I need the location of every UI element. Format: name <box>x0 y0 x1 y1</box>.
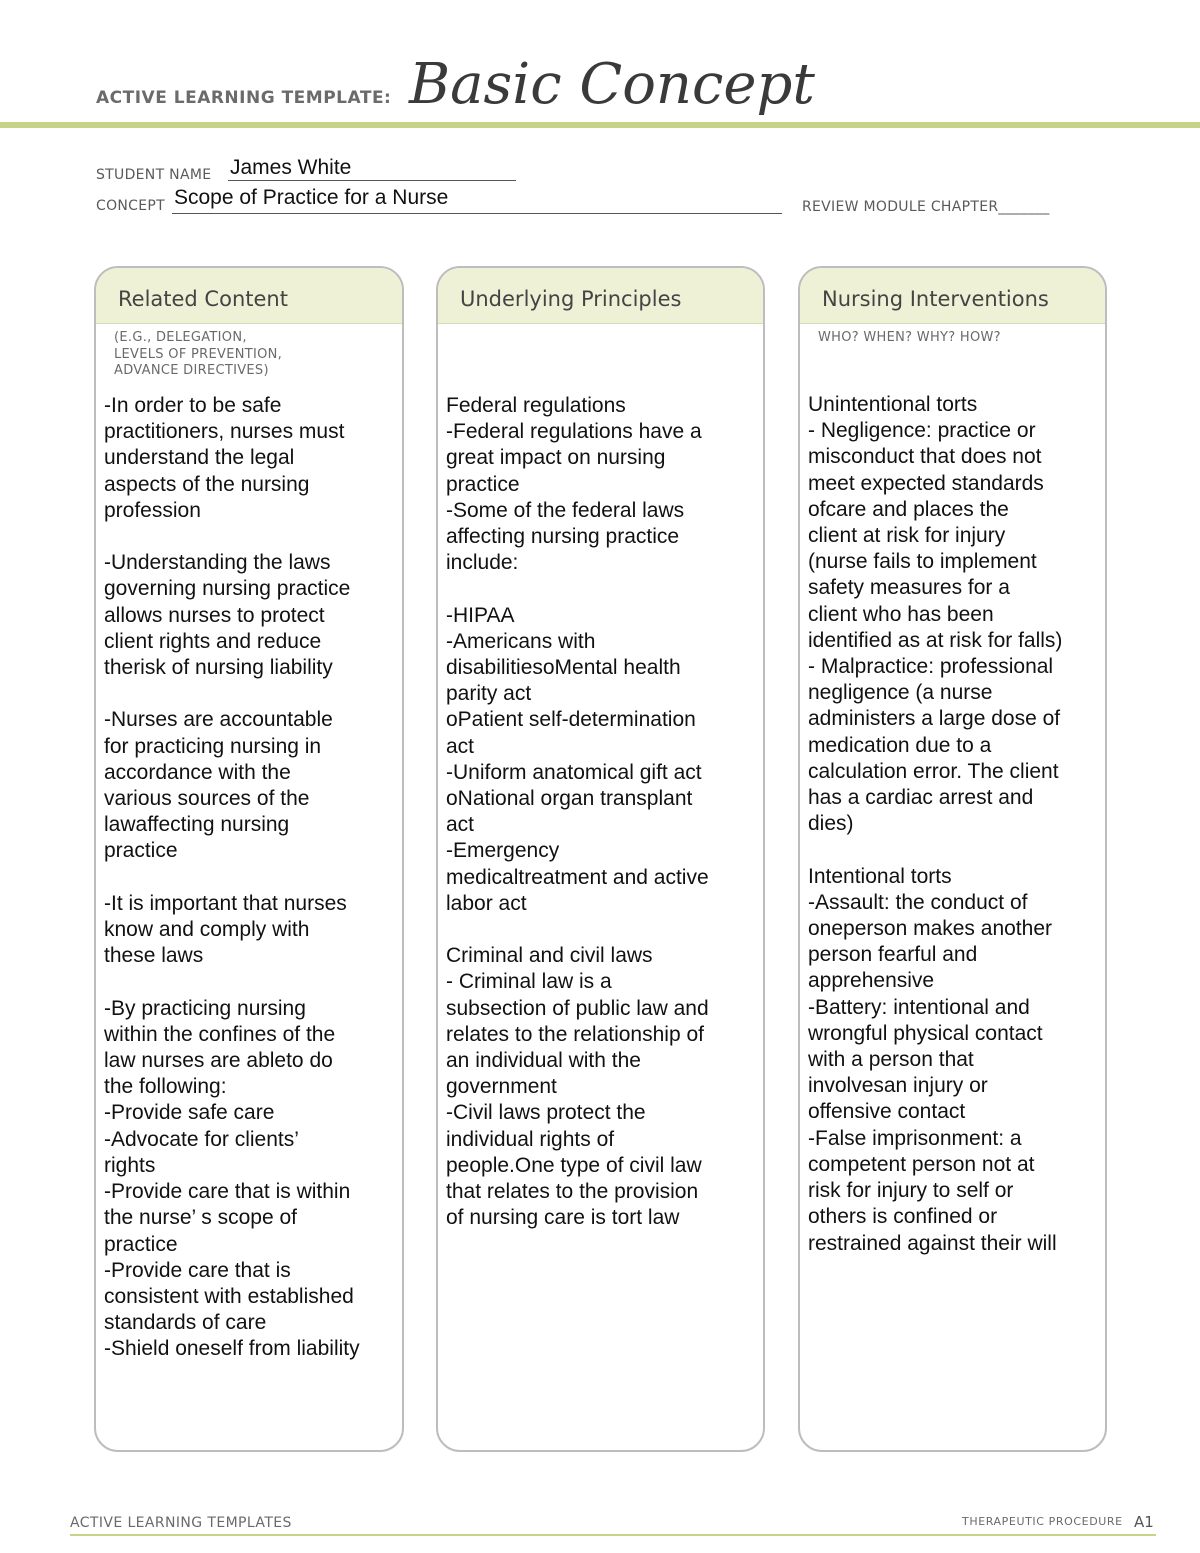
review-module-label: REVIEW MODULE CHAPTER <box>802 199 999 215</box>
nursing-interventions-title: Nursing Interventions <box>800 268 1105 324</box>
underlying-principles-body[interactable]: Federal regulations -Federal regulations have a great impact on nursing practice -Some of the federal laws affecting nursing practice include: -HIPAA -Americans with disabilitiesoMental health parity act oPatient self-determination act -Uniform anatomical gift act oNational organ transplant act -Emergency medicaltreatment and active labor act Criminal and civil laws - Criminal law is a subsection of public law and relates to the relationship of an individual with the government -Civil laws protect the individual rights of people.One type of civil law that relates to the provision of nursing care is tort law <box>446 394 709 1230</box>
student-name-label: STUDENT NAME <box>96 167 212 183</box>
review-module-row <box>802 198 1050 216</box>
related-content-panel <box>94 266 404 1452</box>
nursing-interventions-subtitle: WHO? WHEN? WHY? HOW? <box>818 330 1001 345</box>
related-content-title: Related Content <box>96 268 402 324</box>
concept-label: CONCEPT <box>96 198 165 214</box>
concept-value[interactable]: Scope of Practice for a Nurse <box>174 186 449 209</box>
footer-rule <box>70 1534 1156 1536</box>
student-name-value[interactable]: James White <box>230 156 352 179</box>
page-number: A1 <box>1134 1513 1154 1531</box>
underlying-principles-panel <box>436 266 765 1452</box>
header-rule <box>0 122 1200 128</box>
footer-left-label: ACTIVE LEARNING TEMPLATES <box>70 1515 292 1531</box>
student-name-underline <box>228 180 516 181</box>
footer-right-label: THERAPEUTIC PROCEDURE <box>962 1515 1123 1528</box>
page-title: Basic Concept <box>409 52 815 117</box>
template-label: ACTIVE LEARNING TEMPLATE: <box>96 88 392 108</box>
nursing-interventions-body[interactable]: Unintentional torts - Negligence: practice or misconduct that does not meet expected standards ofcare and places the client at risk for injury (nurse fails to implement safety measures for a client who has been identified as at risk for falls) - Malpractice: professional negligence (a nurse administers a large dose of medication due to a calculation error. The client has a cardiac arrest and dies) Intentional torts -Assault: the conduct of oneperson makes another person fearful and apprehensive -Battery: intentional and wrongful physical contact with a person that involvesan injury or offensive contact -False imprisonment: a competent person not at risk for injury to self or others is confined or restrained against their will <box>808 393 1063 1255</box>
underlying-principles-title: Underlying Principles <box>438 268 763 324</box>
concept-underline <box>172 213 782 214</box>
review-module-value[interactable]: _______ <box>998 199 1050 215</box>
nursing-interventions-panel <box>798 266 1107 1452</box>
related-content-body[interactable]: -In order to be safe practitioners, nurses must understand the legal aspects of the nursing profession -Understanding the laws governing nursing practice allows nurses to protect client rights and reduce therisk of nursing liability -Nurses are accountable for practicing nursing in accordance with the various sources of the lawaffecting nursing practice -It is important that nurses know and comply with these laws -By practicing nursing within the confines of the law nurses are ableto do the following: -Provide safe care -Advocate for clients’ rights -Provide care that is within the nurse’ s scope of practice -Provide care that is consistent with established standards of care -Shield oneself from liability <box>104 394 360 1361</box>
related-content-subtitle: (E.G., DELEGATION, LEVELS OF PREVENTION, ADVANCE DIRECTIVES) <box>114 330 283 378</box>
